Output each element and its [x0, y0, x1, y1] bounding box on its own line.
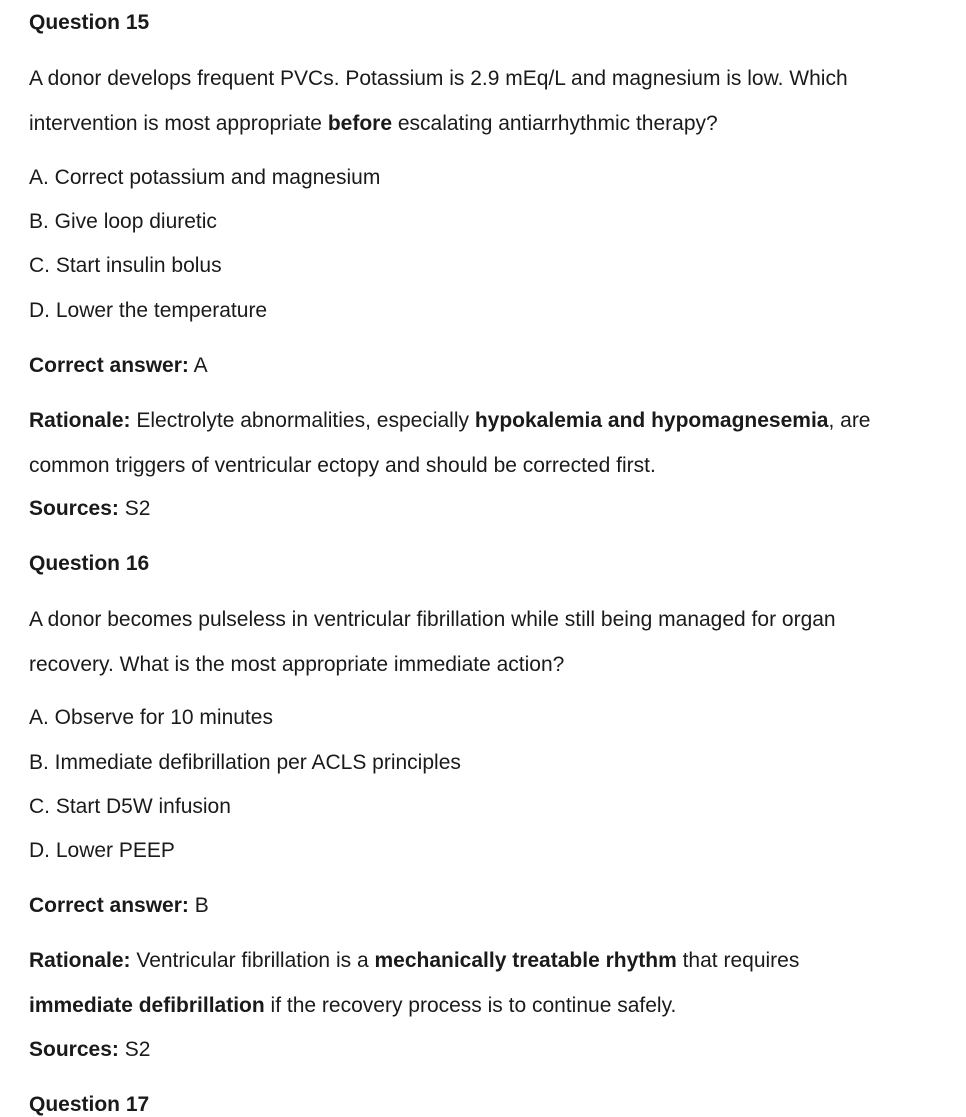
question-stem — [29, 597, 836, 687]
answer-option: D. Lower PEEP — [29, 839, 175, 862]
rationale-label: Rationale: — [29, 949, 131, 972]
answer-option: B. Give loop diuretic — [29, 210, 217, 233]
stem-line: recovery. What is the most appropriate immediate action? — [29, 653, 565, 676]
answer-option: C. Start D5W infusion — [29, 795, 231, 818]
sources — [29, 1038, 150, 1062]
rationale-line: common triggers of ventricular ectopy and should be corrected first. — [29, 454, 656, 477]
rationale-line — [29, 938, 799, 983]
stem-text: intervention is most appropriate — [29, 112, 328, 135]
sources-label: Sources: — [29, 1038, 119, 1061]
question-title: Question 17 — [29, 1093, 150, 1116]
rationale-line — [29, 398, 871, 443]
question-title: Question 15 — [29, 11, 150, 34]
correct-answer — [29, 354, 208, 378]
answer-option: A. Observe for 10 minutes — [29, 706, 273, 729]
rationale-emphasis: mechanically treatable rhythm — [374, 949, 677, 972]
rationale-emphasis: immediate defibrillation — [29, 994, 265, 1017]
answer-option: A. Correct potassium and magnesium — [29, 166, 381, 189]
correct-answer-label: Correct answer: — [29, 894, 189, 917]
rationale-text: if the recovery process is to continue safely. — [264, 994, 677, 1017]
rationale — [29, 398, 871, 488]
question-stem — [29, 56, 848, 146]
stem-line: A donor develops frequent PVCs. Potassium is 2.9 mEq/L and magnesium is low. Which — [29, 67, 848, 90]
rationale-text: Electrolyte abnormalities, especially — [130, 409, 475, 432]
answer-option: B. Immediate defibrillation per ACLS principles — [29, 751, 461, 774]
correct-answer-value: A — [188, 354, 208, 377]
rationale-emphasis: hypokalemia and hypomagnesemia — [474, 409, 829, 432]
answer-option: D. Lower the temperature — [29, 299, 268, 322]
rationale-label: Rationale: — [29, 409, 131, 432]
stem-line: A donor becomes pulseless in ventricular fibrillation while still being managed for organ — [29, 608, 836, 631]
stem-text: escalating antiarrhythmic therapy? — [392, 112, 718, 135]
sources-value: S2 — [118, 1038, 151, 1061]
rationale-text: Ventricular fibrillation is a — [130, 949, 375, 972]
rationale-text: that requires — [676, 949, 800, 972]
rationale-text: , are — [828, 409, 871, 432]
rationale — [29, 938, 799, 1028]
question-title: Question 16 — [29, 552, 150, 575]
stem-emphasis: before — [327, 112, 393, 135]
correct-answer-value: B — [188, 894, 209, 917]
sources-value: S2 — [118, 497, 151, 520]
rationale-line — [29, 983, 799, 1028]
correct-answer — [29, 894, 209, 918]
answer-option: C. Start insulin bolus — [29, 254, 222, 277]
correct-answer-label: Correct answer: — [29, 354, 189, 377]
sources-label: Sources: — [29, 497, 119, 520]
sources — [29, 497, 150, 521]
stem-line — [29, 101, 848, 146]
